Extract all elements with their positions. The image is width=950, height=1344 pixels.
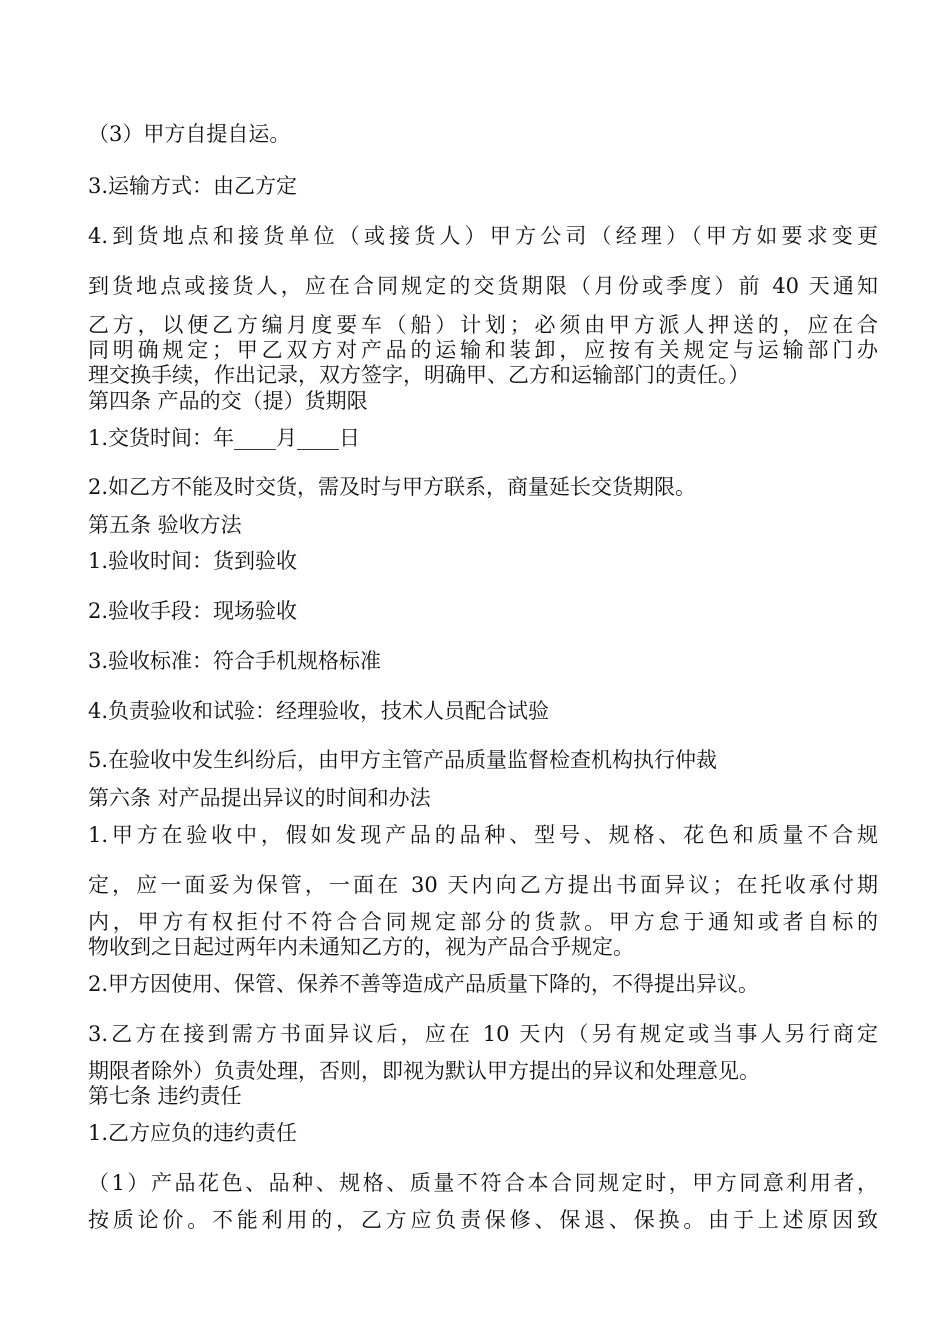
- clause-inspection-means: 2.验收手段：现场验收: [88, 599, 298, 623]
- article-5-heading: 第五条 验收方法: [88, 513, 242, 537]
- clause-delivery-place-line-3: 乙方，以便乙方编月度要车（船）计划；必须由甲方派人押送的，应在合: [88, 313, 878, 337]
- clause-objection-line-1: 1.甲方在验收中，假如发现产品的品种、型号、规格、花色和质量不合规: [88, 823, 878, 847]
- clause-objection-line-3: 内，甲方有权拒付不符合合同规定部分的货款。甲方怠于通知或者自标的: [88, 910, 878, 934]
- clause-delivery-place-line-4: 同明确规定；甲乙双方对产品的运输和装卸，应按有关规定与运输部门办: [88, 338, 878, 362]
- article-4-heading: 第四条 产品的交（提）货期限: [88, 389, 368, 413]
- article-6-heading: 第六条 对产品提出异议的时间和办法: [88, 786, 431, 810]
- clause-3-3-self-pickup: （3）甲方自提自运。: [88, 122, 291, 146]
- clause-transport-method: 3.运输方式：由乙方定: [88, 174, 298, 198]
- clause-objection-line-2: 定，应一面妥为保管，一面在 30 天内向乙方提出书面异议；在托收承付期: [88, 873, 878, 897]
- clause-objection-handling-line-1: 3.乙方在接到需方书面异议后，应在 10 天内（另有规定或当事人另行商定: [88, 1022, 878, 1046]
- article-7-heading: 第七条 违约责任: [88, 1084, 242, 1108]
- clause-seller-liability: 1.乙方应负的违约责任: [88, 1121, 298, 1145]
- clause-nonconforming-line-2: 按质论价。不能利用的，乙方应负责保修、保退、保换。由于上述原因致: [88, 1208, 878, 1232]
- clause-objection-handling-line-2: 期限者除外）负责处理，否则，即视为默认甲方提出的异议和处理意见。: [88, 1059, 760, 1083]
- clause-inspection-standard: 3.验收标准：符合手机规格标准: [88, 649, 382, 673]
- clause-delivery-place-line-2: 到货地点或接货人，应在合同规定的交货期限（月份或季度）前 40 天通知: [88, 274, 878, 298]
- clause-inspection-time: 1.验收时间：货到验收: [88, 549, 298, 573]
- clause-delivery-time: 1.交货时间：年____月____日: [88, 426, 361, 450]
- clause-delay-contact: 2.如乙方不能及时交货，需及时与甲方联系，商量延长交货期限。: [88, 475, 697, 499]
- clause-objection-line-4: 物收到之日起过两年内未通知乙方的，视为产品合乎规定。: [88, 935, 634, 959]
- clause-nonconforming-line-1: （1）产品花色、品种、规格、质量不符合本合同规定时，甲方同意利用者，: [88, 1171, 878, 1195]
- clause-dispute-arbitration: 5.在验收中发生纠纷后，由甲方主管产品质量监督检查机构执行仲裁: [88, 748, 718, 772]
- clause-inspection-responsibility: 4.负责验收和试验：经理验收，技术人员配合试验: [88, 699, 550, 723]
- clause-delivery-place-line-5: 理交换手续，作出记录，双方签字，明确甲、乙方和运输部门的责任。）: [88, 363, 750, 387]
- clause-improper-use: 2.甲方因使用、保管、保养不善等造成产品质量下降的，不得提出异议。: [88, 972, 760, 996]
- clause-delivery-place-line-1: 4.到货地点和接货单位（或接货人）甲方公司（经理）（甲方如要求变更: [88, 224, 878, 248]
